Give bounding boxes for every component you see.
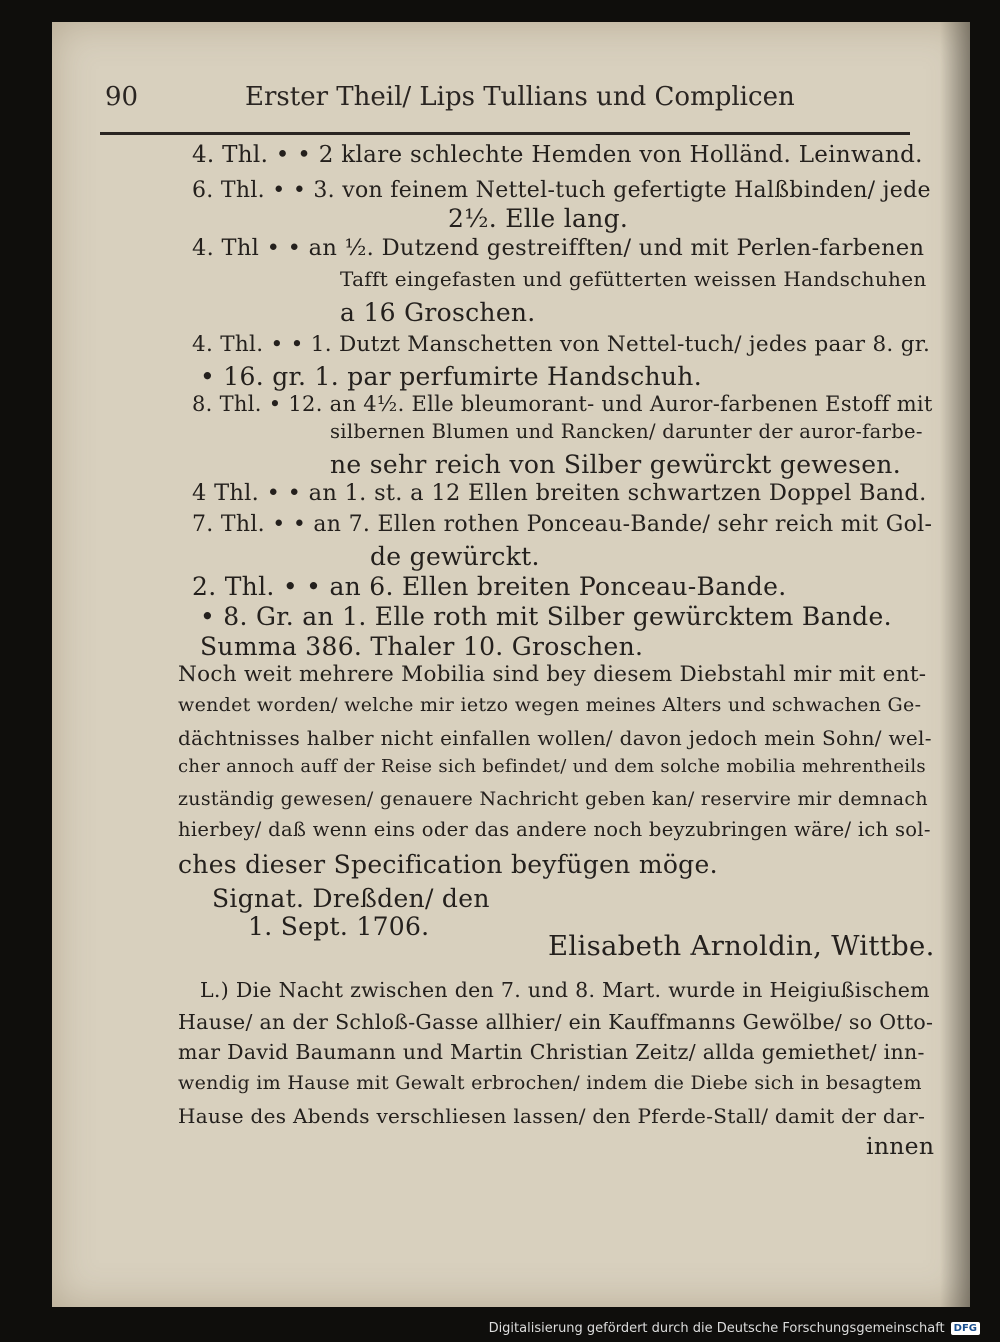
text-line: 6. Thl. • • 3. von feinem Nettel-tuch gefertigte Halßbinden/ jede bbox=[192, 178, 931, 203]
text-line: ches dieser Specification beyfügen möge. bbox=[178, 850, 718, 879]
signature-place: Signat. Dreßden/ den bbox=[212, 884, 490, 913]
page-header bbox=[105, 82, 825, 122]
page-number: 90 bbox=[105, 82, 139, 112]
text-line: de gewürckt. bbox=[370, 542, 540, 571]
text-line: 4. Thl • • an ½. Dutzend gestreifften/ und mit Perlen-farbenen bbox=[192, 235, 925, 261]
header-rule bbox=[100, 132, 910, 135]
text-line: wendig im Hause mit Gewalt erbrochen/ indem die Diebe sich in besagtem bbox=[178, 1072, 922, 1094]
text-line: L.) Die Nacht zwischen den 7. und 8. Mart. wurde in Heigiußischem bbox=[200, 978, 930, 1002]
catchword: innen bbox=[866, 1132, 935, 1160]
text-line: zuständig gewesen/ genauere Nachricht geben kan/ reservire mir demnach bbox=[178, 788, 928, 810]
text-line: Summa 386. Thaler 10. Groschen. bbox=[200, 632, 644, 661]
text-line: Noch weit mehrere Mobilia sind bey diesem Diebstahl mir mit ent- bbox=[178, 662, 927, 687]
text-line: hierbey/ daß wenn eins oder das andere noch beyzubringen wäre/ ich sol- bbox=[178, 818, 931, 841]
signature-date: 1. Sept. 1706. bbox=[248, 912, 430, 941]
text-line: Tafft eingefasten und gefütterten weissen Handschuhen bbox=[340, 267, 927, 291]
funding-credit: Digitalisierung gefördert durch die Deutsche Forschungsgemeinschaft bbox=[488, 1320, 945, 1336]
text-line: silbernen Blumen und Rancken/ darunter der auror-farbe- bbox=[330, 420, 923, 443]
text-line: 4. Thl. • • 2 klare schlechte Hemden von Holländ. Leinwand. bbox=[192, 142, 923, 168]
text-line: Hause/ an der Schloß-Gasse allhier/ ein Kauffmanns Gewölbe/ so Otto- bbox=[178, 1010, 934, 1034]
text-line: 4 Thl. • • an 1. st. a 12 Ellen breiten schwartzen Doppel Band. bbox=[192, 480, 927, 506]
text-line: • 16. gr. 1. par perfumirte Handschuh. bbox=[200, 362, 702, 391]
text-line: 8. Thl. • 12. an 4½. Elle bleumorant- und Auror-farbenen Estoff mit bbox=[192, 392, 933, 416]
text-line: mar David Baumann und Martin Christian Zeitz/ allda gemiethet/ inn- bbox=[178, 1040, 925, 1064]
text-line: 2. Thl. • • an 6. Ellen breiten Ponceau-Bande. bbox=[192, 572, 787, 601]
text-line: wendet worden/ welche mir ietzo wegen meines Alters und schwachen Ge- bbox=[178, 694, 922, 716]
text-line: Hause des Abends verschliesen lassen/ den Pferde-Stall/ damit der dar- bbox=[178, 1104, 926, 1128]
text-line: cher annoch auff der Reise sich befindet/ und dem solche mobilia mehrentheils bbox=[178, 756, 926, 777]
text-line: 4. Thl. • • 1. Dutzt Manschetten von Nettel-tuch/ jedes paar 8. gr. bbox=[192, 332, 931, 357]
dfg-logo-icon: DFG bbox=[951, 1322, 980, 1335]
digitization-footer bbox=[489, 1318, 980, 1338]
text-line: dächtnisses halber nicht einfallen wollen/ davon jedoch mein Sohn/ wel- bbox=[178, 726, 932, 750]
text-line: ne sehr reich von Silber gewürckt gewesen. bbox=[330, 450, 901, 479]
signature-name: Elisabeth Arnoldin, Wittbe. bbox=[548, 930, 935, 962]
text-line: 7. Thl. • • an 7. Ellen rothen Ponceau-Bande/ sehr reich mit Gol- bbox=[192, 512, 933, 537]
running-title: Erster Theil/ Lips Tullians und Complicen bbox=[245, 82, 795, 112]
page-gutter-shadow bbox=[940, 22, 970, 1307]
text-line: a 16 Groschen. bbox=[340, 298, 536, 327]
text-line: • 8. Gr. an 1. Elle roth mit Silber gewürcktem Bande. bbox=[200, 602, 892, 631]
text-line: 2½. Elle lang. bbox=[448, 204, 629, 233]
